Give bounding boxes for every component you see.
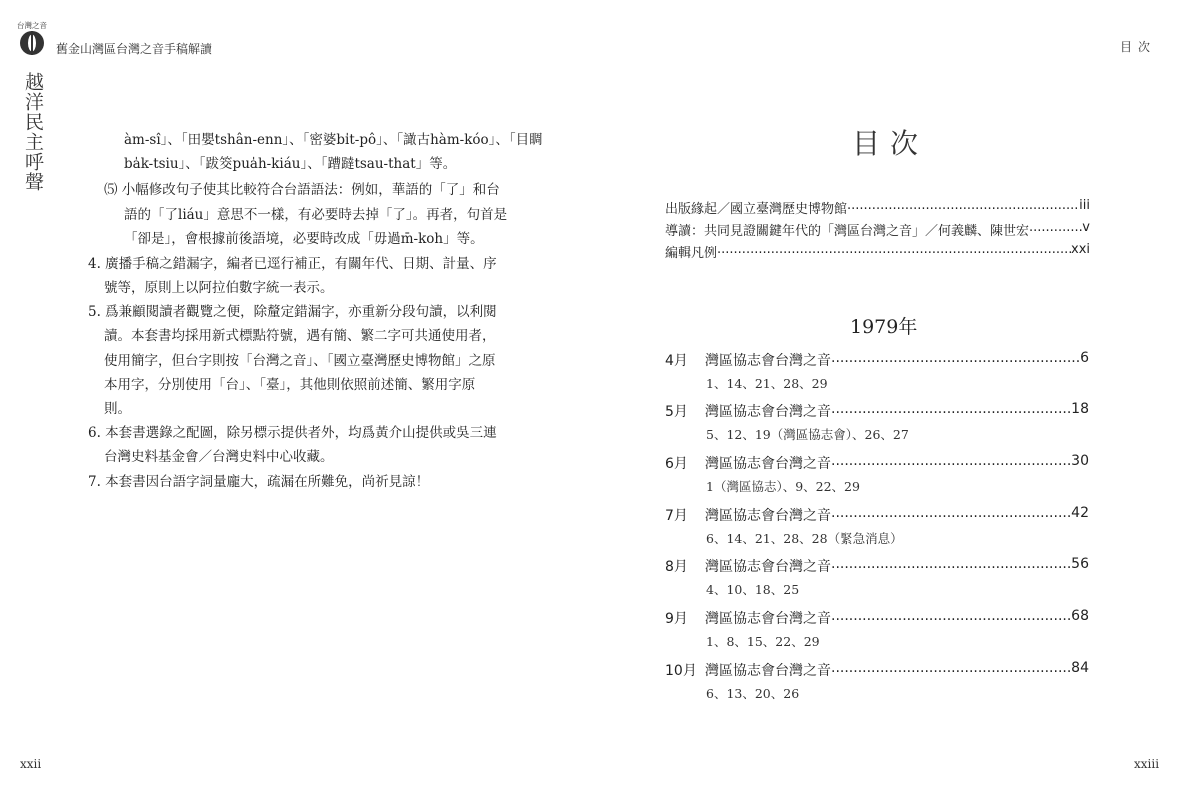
body-line: 「卻是」，會根據前後語境，必要時改成「毋過m̄-koh」等。 <box>124 231 484 247</box>
toc-entry[interactable] <box>665 198 1090 220</box>
body-line: ba̍k-tsiu」、「跋筊pua̍h-kiáu」、「蹧躂tsau-that」等。 <box>124 156 457 172</box>
month-entry-page: 18 <box>1071 401 1089 417</box>
toc-month-entry[interactable] <box>665 660 1089 680</box>
body-line: 6. 本套書選錄之配圖，除另標示提供者外，均爲黃介山提供或吳三連 <box>88 425 497 441</box>
toc-title: 目次 <box>852 127 929 160</box>
month-entry-title: 灣區協志會台灣之音 <box>705 404 831 420</box>
body-line: 使用簡字，但台字則按「台灣之音」、「國立臺灣歷史博物館」之原 <box>104 353 496 369</box>
month-label: 5月 <box>665 404 688 420</box>
toc-month-entry[interactable] <box>665 556 1089 576</box>
month-entry-title: 灣區協志會台灣之音 <box>705 611 831 627</box>
month-entry-page: 6 <box>1080 350 1089 366</box>
month-entry-page: 30 <box>1071 453 1089 469</box>
body-line: 語的「了liáu」意思不一樣，有必要時去掉「了」。再者，句首是 <box>124 207 508 223</box>
body-line: 4. 廣播手稿之錯漏字，編者已逕行補正，有關年代、日期、計量、序 <box>88 256 497 272</box>
month-entry-title: 灣區協志會台灣之音 <box>705 559 831 575</box>
month-label: 6月 <box>665 456 688 472</box>
section-header-right: 目次 <box>1120 40 1157 54</box>
month-entry-page: 84 <box>1071 660 1089 676</box>
body-line: 則。 <box>104 401 131 417</box>
leader-dots <box>831 401 1071 421</box>
leader-dots <box>831 556 1071 576</box>
toc-front-matter <box>665 198 1090 264</box>
month-entry-page: 68 <box>1071 608 1089 624</box>
toc-month-entry[interactable] <box>665 350 1089 370</box>
toc-entry-page: v <box>1082 220 1090 235</box>
leader-dots <box>831 505 1071 525</box>
toc-entry[interactable] <box>665 242 1090 264</box>
month-broadcast-dates: 6、14、21、28、28（緊急消息） <box>706 531 903 546</box>
series-title-vertical: 越洋民主呼聲 <box>22 72 44 192</box>
leader-dots <box>717 242 1071 264</box>
body-line: 台灣史料基金會／台灣史料中心收藏。 <box>104 449 334 465</box>
book-title-header: 舊金山灣區台灣之音手稿解讀 <box>56 42 213 56</box>
month-entry-title: 灣區協志會台灣之音 <box>705 353 831 369</box>
month-label: 8月 <box>665 559 688 575</box>
month-entry-title: 灣區協志會台灣之音 <box>705 508 831 524</box>
month-label: 9月 <box>665 611 688 627</box>
toc-month-entry[interactable] <box>665 505 1089 525</box>
toc-entry-page: iii <box>1079 198 1090 213</box>
body-line: 7. 本套書因台語字詞量龐大，疏漏在所難免，尚祈見諒！ <box>88 474 430 490</box>
month-broadcast-dates: 4、10、18、25 <box>706 582 800 597</box>
month-broadcast-dates: 6、13、20、26 <box>706 686 800 701</box>
body-line: 讀。本套書均採用新式標點符號，遇有簡、繁二字可共通使用者， <box>104 328 496 344</box>
toc-year-heading: 1979年 <box>850 316 918 338</box>
toc-entry-page: xxi <box>1071 242 1090 257</box>
leader-dots <box>831 350 1080 370</box>
month-label: 10月 <box>665 663 697 679</box>
month-entry-title: 灣區協志會台灣之音 <box>705 456 831 472</box>
month-entry-page: 56 <box>1071 556 1089 572</box>
toc-entry-title: 出版緣起／國立臺灣歷史博物館 <box>665 202 848 217</box>
month-broadcast-dates: 1（灣區協志）、9、22、29 <box>706 479 860 494</box>
left-page-number: xxii <box>20 757 42 771</box>
month-label: 7月 <box>665 508 688 524</box>
body-line: àm-sî」、「田嬰tshân-enn」、「密婆bi̍t-pô」、「譀古hàm-kóo」、「目睭 <box>124 132 543 148</box>
month-broadcast-dates: 5、12、19（灣區協志會）、26、27 <box>706 427 909 442</box>
body-line: ⑸ 小幅修改句子使其比較符合台語語法：例如，華語的「了」和台 <box>104 182 500 198</box>
svg-text:台灣之音: 台灣之音 <box>17 21 47 30</box>
leader-dots <box>1029 220 1082 242</box>
leader-dots <box>847 198 1079 220</box>
right-page-number: xxiii <box>1134 757 1160 771</box>
month-broadcast-dates: 1、8、15、22、29 <box>706 634 820 649</box>
leader-dots <box>831 660 1071 680</box>
month-broadcast-dates: 1、14、21、28、29 <box>706 376 828 391</box>
toc-month-entry[interactable] <box>665 453 1089 473</box>
toc-entry-title: 導讀：共同見證關鍵年代的「灣區台灣之音」／何義麟、陳世宏 <box>665 224 1030 239</box>
taiwan-voice-logo <box>10 16 54 60</box>
toc-entry-title: 編輯凡例 <box>665 246 718 261</box>
leader-dots <box>831 608 1071 628</box>
toc-month-entry[interactable] <box>665 608 1089 628</box>
month-entry-page: 42 <box>1071 505 1089 521</box>
month-entry-title: 灣區協志會台灣之音 <box>705 663 831 679</box>
toc-entry[interactable] <box>665 220 1090 242</box>
toc-month-entry[interactable] <box>665 401 1089 421</box>
month-label: 4月 <box>665 353 688 369</box>
leader-dots <box>831 453 1071 473</box>
body-line: 本用字，分別使用「台」、「臺」，其他則依照前述簡、繁用字原 <box>104 377 476 393</box>
body-line: 5. 爲兼顧閱讀者觀覽之便，除釐定錯漏字，亦重新分段句讀，以利閱 <box>88 304 497 320</box>
body-line: 號等，原則上以阿拉伯數字統一表示。 <box>104 280 334 296</box>
